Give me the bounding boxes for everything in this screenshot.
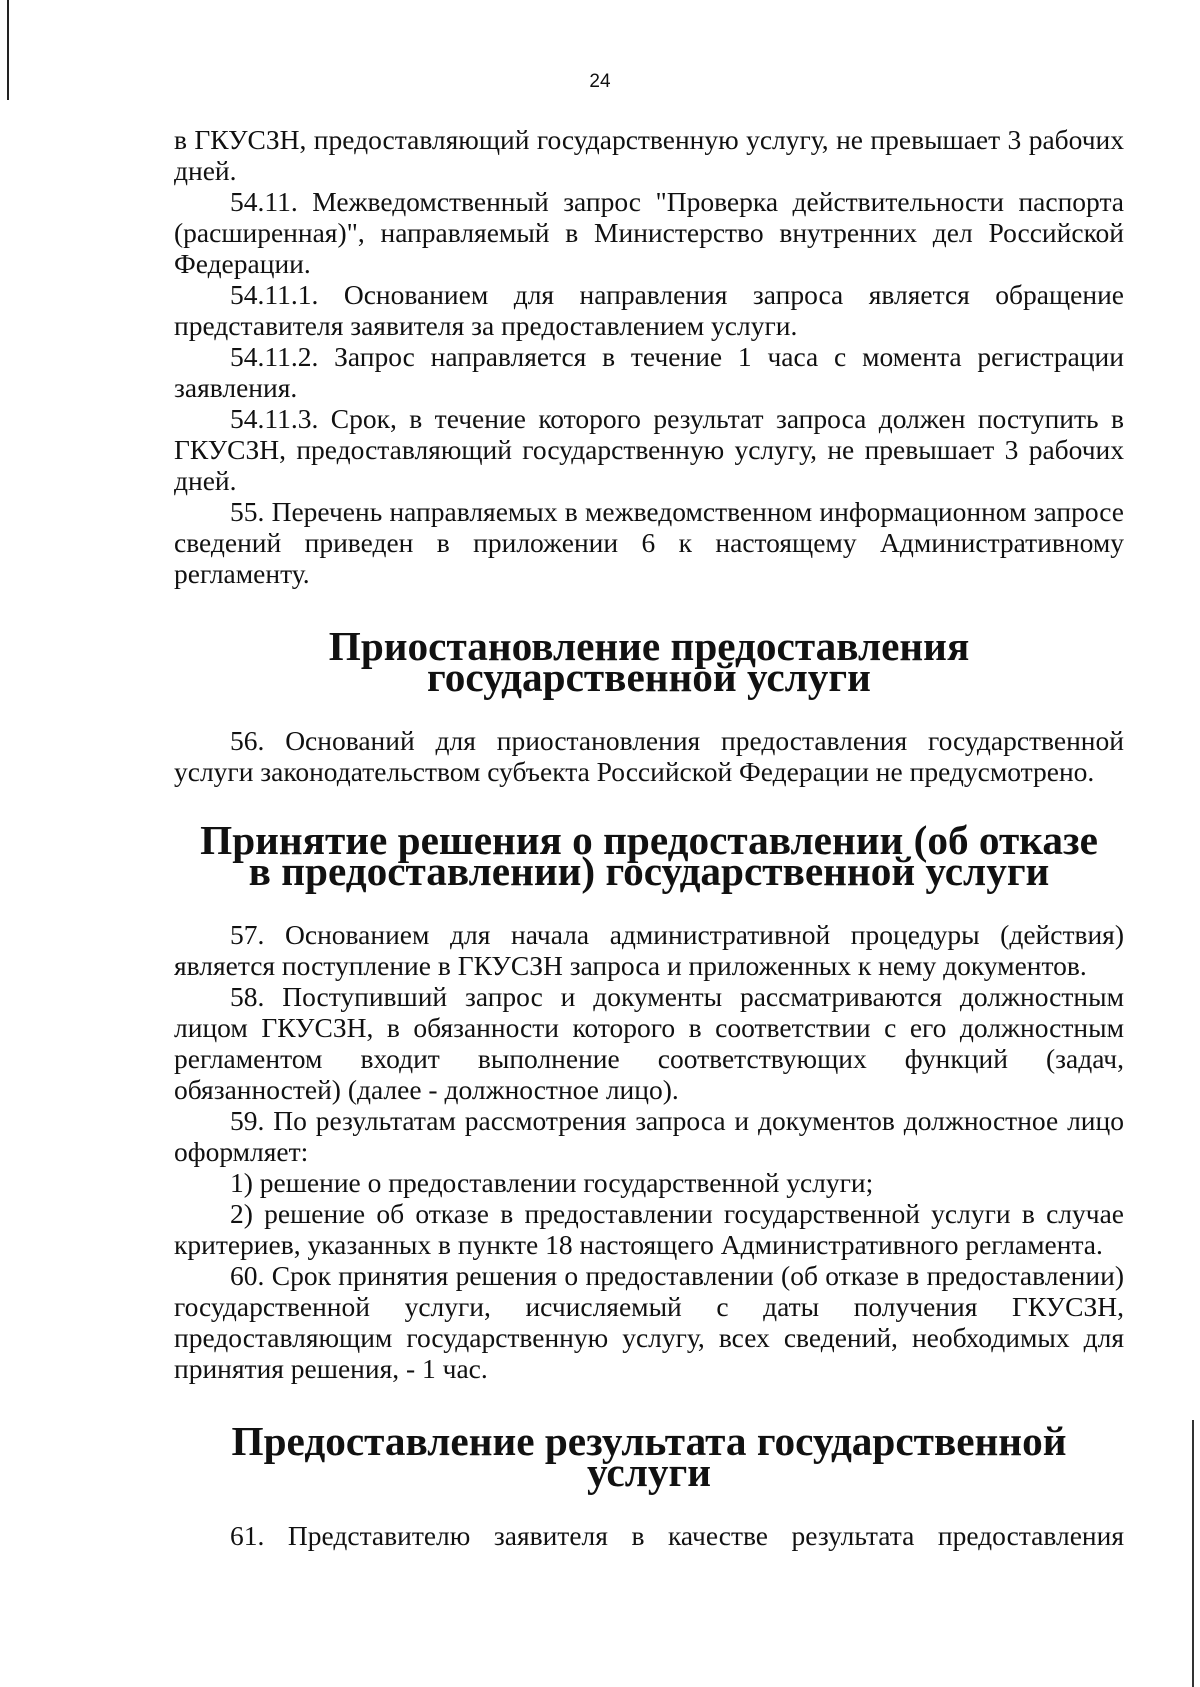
document-body bbox=[174, 124, 1124, 1551]
paragraph-54-11-1: 54.11.1. Основанием для направления запроса является обращение представителя заявителя за предоставлением услуги. bbox=[174, 279, 1124, 341]
paragraph-55: 55. Перечень направляемых в межведомственном информационном запросе сведений приведен в приложении 6 к настоящему Административному регламенту. bbox=[174, 496, 1124, 589]
paragraph-58: 58. Поступивший запрос и документы рассматриваются должностным лицом ГКУСЗН, в обязанности которого в соответствии с его должностным регламентом входит выполнение соответствующих функций (задач, обязанностей) (далее - должностное лицо). bbox=[174, 981, 1124, 1105]
scan-edge-mark-right bbox=[1192, 1420, 1194, 1687]
paragraph-61: 61. Представителю заявителя в качестве результата предоставления bbox=[230, 1520, 1124, 1551]
list-item-2: 2) решение об отказе в предоставлении государственной услуги в случае критериев, указанных в пункте 18 настоящего Административного регламента. bbox=[174, 1198, 1124, 1260]
paragraph-54-11-3: 54.11.3. Срок, в течение которого результат запроса должен поступить в ГКУСЗН, предоставляющий государственную услугу, не превышает 3 рабочих дней. bbox=[174, 403, 1124, 496]
section-heading-decision: Принятие решения о предоставлении (об отказе в предоставлении) государственной услуги bbox=[200, 817, 1098, 894]
paragraph-54-11: 54.11. Межведомственный запрос "Проверка действительности паспорта (расширенная)", направляемый в Министерство внутренних дел Российской Федерации. bbox=[174, 186, 1124, 279]
section-heading-result: Предоставление результата государственной услуги bbox=[231, 1418, 1067, 1495]
paragraph-56: 56. Оснований для приостановления предоставления государственной услуги законодательством субъекта Российской Федерации не предусмотрено. bbox=[174, 725, 1124, 787]
paragraph-continuation: в ГКУСЗН, предоставляющий государственную услугу, не превышает 3 рабочих дней. bbox=[174, 124, 1124, 186]
paragraph-54-11-2: 54.11.2. Запрос направляется в течение 1 часа с момента регистрации заявления. bbox=[174, 341, 1124, 403]
section-heading-suspension: Приостановление предоставления государственной услуги bbox=[328, 623, 970, 700]
list-item-1: 1) решение о предоставлении государственной услуги; bbox=[230, 1167, 874, 1198]
paragraph-57: 57. Основанием для начала административной процедуры (действия) является поступление в ГКУСЗН запроса и приложенных к нему документов. bbox=[174, 919, 1124, 981]
page-number: 24 bbox=[589, 71, 611, 92]
paragraph-59: 59. По результатам рассмотрения запроса и документов должностное лицо оформляет: bbox=[174, 1105, 1124, 1167]
paragraph-60: 60. Срок принятия решения о предоставлении (об отказе в предоставлении) государственной услуги, исчисляемый с даты получения ГКУСЗН, предоставляющим государственную услугу, всех сведений, необходимых для принятия решения, - 1 час. bbox=[174, 1260, 1124, 1384]
